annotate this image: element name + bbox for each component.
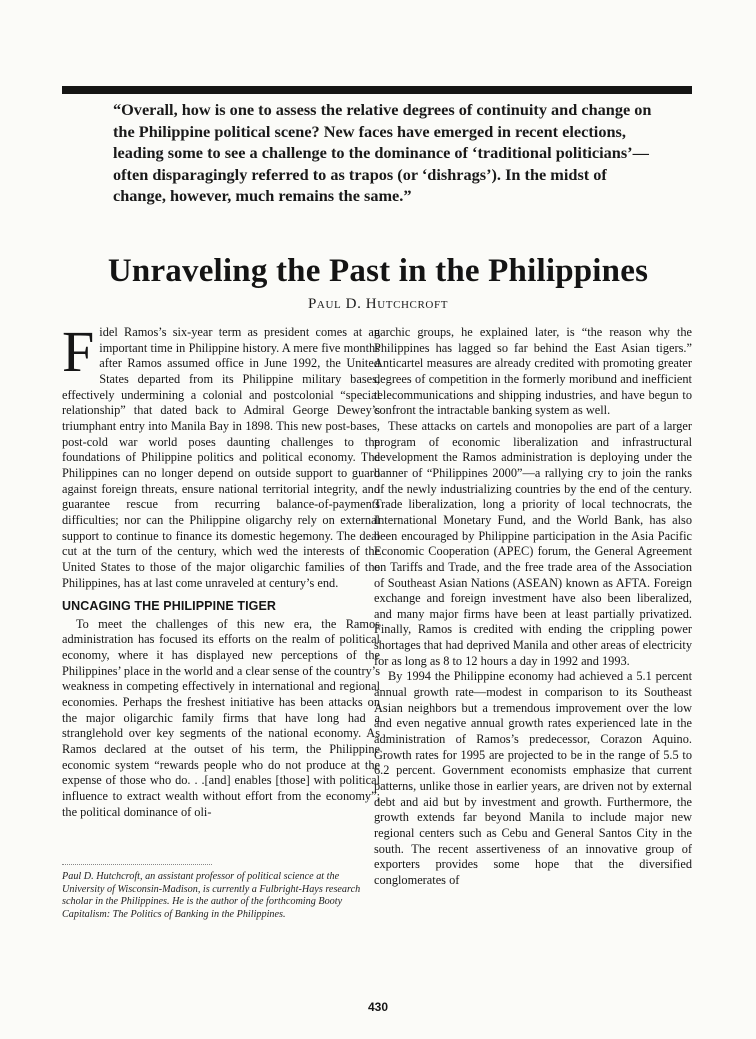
intro-paragraph [62, 319, 380, 591]
left-column [62, 319, 380, 820]
drop-cap: F [62, 319, 95, 384]
author-byline: Paul D. Hutchcroft [307, 296, 449, 312]
top-rule [62, 86, 692, 94]
body-paragraph: garchic groups, he explained later, is “the reason why the Philippines has lagged so far behind the East Asian tigers.” Anticartel measures are already credited with promoting greater degrees of competition in the formerly moribund and inefficient telecommunications and shipping industries, and have begun to confront the intractable banking system as well. [374, 325, 692, 418]
body-paragraph: To meet the challenges of this new era, the Ramos administration has focused its efforts on the realm of political economy, where it has displayed new perceptions of the Philippines’ place in the world and a clear sense of the country’s weakness in competing effectively in international and regional economies. Perhaps the freshest initiative has been attacks on the major oligarchic family firms that have long had a stranglehold over key segments of the national economy. As Ramos declared at the outset of his term, the Philippine economic system “rewards people who do not produce at the expense of those who do. . .[and] enables [those] with political influence to extract wealth without effort from the economy”; the political dominance of oli- [62, 616, 380, 819]
page-number: 430 [367, 1000, 389, 1014]
right-column [374, 325, 692, 889]
article-title: Unraveling the Past in the Philippines [107, 253, 649, 289]
body-paragraph: By 1994 the Philippine economy had achieved a 5.1 percent annual growth rate—modest in comparison to its Southeast Asian neighbors but a tremendous improvement over the low and even negative annual growth rates experienced late in the administration of Ramos’s predecessor, Corazon Aquino. Growth rates for 1995 are projected to be in the range of 5.5 to 6.2 percent. Government economists emphasize that current patterns, unlike those in earlier years, are driven not by external debt and aid but by investment and growth. Furthermore, the growth extends far beyond Manila to include major new regional centers such as Cebu and General Santos City in the south. The recent assertiveness of an innovative group of exporters provides some hope that the diversified conglomerates of [374, 669, 692, 887]
footnote-rule [62, 864, 212, 865]
body-paragraph: These attacks on cartels and monopolies are part of a larger program of economic liberalization and infrastructural development the Ramos administration is deploying under the banner of “Philippines 2000”—a rallying cry to join the ranks of the newly industrializing countries by the end of the century. Trade liberalization, long a priority of local technocrats, the International Monetary Fund, and the World Bank, has also been encouraged by Philippine participation in the Asia Pacific Economic Cooperation (APEC) forum, the General Agreement on Tariffs and Trade, and the free trade area of the Association of Southeast Asian Nations (ASEAN) known as AFTA. Foreign exchange and foreign investment have also been liberalized, and many major firms have been at least partially privatized. Finally, Ramos is credited with ending the crippling power shortages that had deprived Manila and other areas of electricity for as long as 8 to 12 hours a day in 1992 and 1993. [374, 418, 692, 668]
section-subhead: UNCAGING THE PHILIPPINE TIGER [62, 599, 277, 614]
author-footnote: Paul D. Hutchcroft, an assistant professor of political science at the University of Wisconsin-Madison, is currently a Fulbright-Hays research scholar in the Philippines. He is the author of the forthcoming Booty Capitalism: The Politics of Banking in the Philippines. [62, 871, 361, 920]
pull-quote: “Overall, how is one to assess the relative degrees of continuity and change on the Philippine political scene? New faces have emerged in recent elections, leading some to see a challenge to the dominance of ‘traditional politicians’—often disparagingly referred to as trapos (or ‘dishrags’). In the midst of change, however, much remains the same.” [113, 100, 652, 205]
intro-text: idel Ramos’s six-year term as president comes at an important time in Philippine history. A mere five months after Ramos assumed office in June 1992, the United States departed from its Philippine military bases, effectively undermining a colonial and postcolonial “special relationship” that dated back to Admiral George Dewey’s triumphant entry into Manila Bay in 1898. This new post-bases, post-cold war world poses daunting challenges to the foundations of Philippine politics and political economy. The Philippines can no longer depend on outside support to guard against foreign threats, ensure national territorial integrity, and guarantee rescue from recurring balance-of-payments difficulties; nor can the Philippine oligarchy rely on external support to continue to finance its domestic hegemony. The deal cut at the turn of the century, which wed the interests of the United States to those of the major oligarchic families of the Philippines, has at last come unraveled at century’s end. [62, 325, 380, 590]
